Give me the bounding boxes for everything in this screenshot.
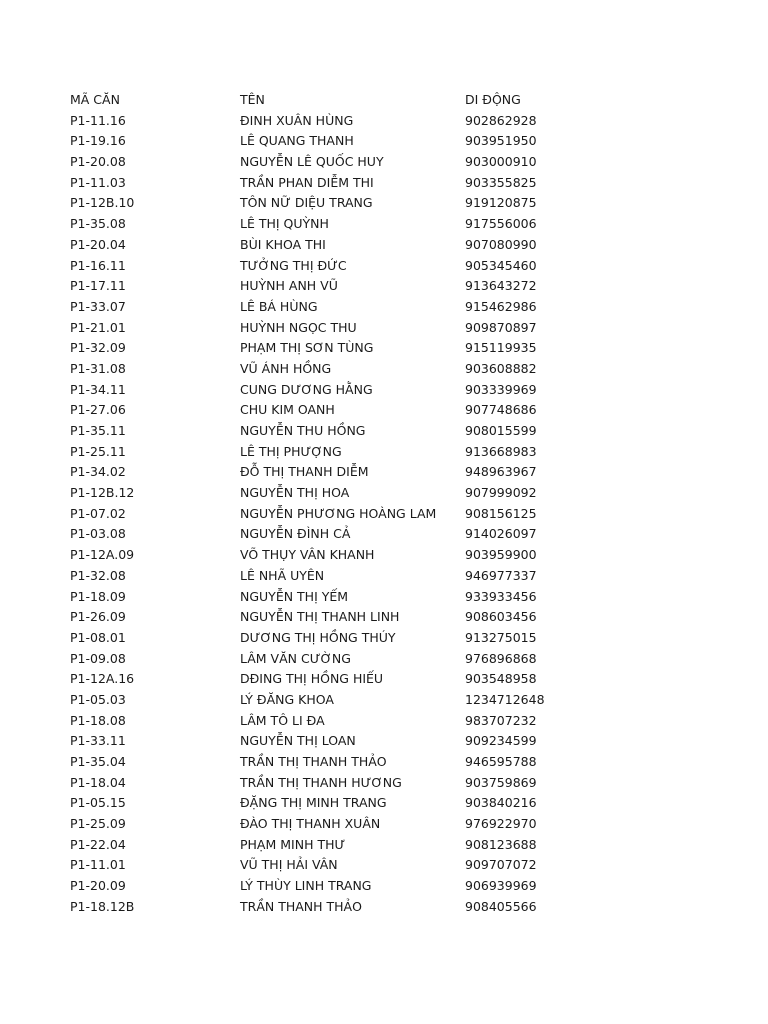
table-row <box>0 276 768 297</box>
cell-phone: 917556006 <box>465 216 537 232</box>
table-row <box>0 462 768 483</box>
cell-phone: 915462986 <box>465 298 537 314</box>
cell-phone: 903608882 <box>465 360 537 376</box>
cell-code: P1-25.09 <box>70 816 126 832</box>
table-row <box>0 152 768 173</box>
cell-name: NGUYỄN THỊ LOAN <box>240 733 356 749</box>
cell-code: P1-18.08 <box>70 712 126 728</box>
table-row <box>0 566 768 587</box>
cell-name: PHẠM MINH THƯ <box>240 836 346 852</box>
cell-code: P1-11.03 <box>70 174 126 190</box>
cell-phone: 915119935 <box>465 340 537 356</box>
cell-phone: 908405566 <box>465 898 537 914</box>
table-row <box>0 173 768 194</box>
cell-phone: 913643272 <box>465 278 537 294</box>
table-row <box>0 711 768 732</box>
table-row <box>0 380 768 401</box>
table-row <box>0 793 768 814</box>
cell-name: TRẦN THỊ THANH HƯƠNG <box>240 774 402 790</box>
cell-phone: 907080990 <box>465 236 537 252</box>
table-row <box>0 545 768 566</box>
cell-name: ĐẶNG THỊ MINH TRANG <box>240 795 387 811</box>
cell-code: P1-05.03 <box>70 691 126 707</box>
table-body <box>0 111 768 918</box>
cell-code: P1-20.08 <box>70 154 126 170</box>
cell-phone: 903000910 <box>465 154 537 170</box>
table-row <box>0 773 768 794</box>
cell-phone: 983707232 <box>465 712 537 728</box>
cell-phone: 903548958 <box>465 671 537 687</box>
cell-phone: 903355825 <box>465 174 537 190</box>
cell-name: NGUYỄN LÊ QUỐC HUY <box>240 154 384 170</box>
cell-phone: 907748686 <box>465 402 537 418</box>
cell-code: P1-21.01 <box>70 319 126 335</box>
cell-code: P1-34.02 <box>70 464 126 480</box>
table-row <box>0 338 768 359</box>
cell-name: ĐÀO THỊ THANH XUÂN <box>240 816 381 832</box>
table-row <box>0 607 768 628</box>
cell-code: P1-20.04 <box>70 236 126 252</box>
cell-name: NGUYỄN PHƯƠNG HOÀNG LAM <box>240 505 437 521</box>
table-row <box>0 752 768 773</box>
cell-name: NGUYỄN THU HỒNG <box>240 423 366 438</box>
cell-name: CUNG DƯƠNG HẰNG <box>240 381 373 397</box>
column-header-phone: DI ĐỘNG <box>465 92 521 107</box>
cell-phone: 1234712648 <box>465 691 545 707</box>
cell-name: TƯỞNG THỊ ĐỨC <box>240 257 347 273</box>
cell-name: LÊ THỊ QUỲNH <box>240 216 329 232</box>
cell-code: P1-35.04 <box>70 754 126 769</box>
cell-phone: 913668983 <box>465 443 537 459</box>
cell-phone: 908603456 <box>465 609 537 625</box>
cell-name: LÂM VĂN CƯỜNG <box>240 650 351 666</box>
cell-phone: 908015599 <box>465 423 537 438</box>
table-row <box>0 400 768 421</box>
table-row <box>0 111 768 132</box>
column-header-name: TÊN <box>240 92 265 107</box>
cell-code: P1-12A.16 <box>70 671 135 687</box>
table-row <box>0 731 768 752</box>
cell-code: P1-27.06 <box>70 402 126 418</box>
cell-name: HUỲNH NGỌC THU <box>240 319 357 335</box>
cell-phone: 907999092 <box>465 485 537 501</box>
table-row <box>0 649 768 670</box>
cell-code: P1-31.08 <box>70 360 126 376</box>
cell-code: P1-09.08 <box>70 650 126 666</box>
cell-name: DƯƠNG THỊ HỒNG THÚY <box>240 629 396 645</box>
cell-code: P1-20.09 <box>70 878 126 894</box>
cell-name: LÊ NHÃ UYÊN <box>240 567 325 583</box>
cell-phone: 903840216 <box>465 795 537 811</box>
cell-code: P1-22.04 <box>70 836 126 852</box>
table-row <box>0 855 768 876</box>
table-row <box>0 214 768 235</box>
cell-name: TRẦN THỊ THANH THẢO <box>240 754 387 769</box>
cell-name: BÙI KHOA THI <box>240 236 326 252</box>
cell-code: P1-33.11 <box>70 733 126 749</box>
cell-code: P1-17.11 <box>70 278 126 294</box>
cell-phone: 903959900 <box>465 547 537 563</box>
cell-phone: 909707072 <box>465 857 537 873</box>
table-row <box>0 690 768 711</box>
cell-code: P1-33.07 <box>70 298 126 314</box>
table-row <box>0 193 768 214</box>
table-row <box>0 835 768 856</box>
table-row <box>0 587 768 608</box>
cell-name: HUỲNH ANH VŨ <box>240 278 338 294</box>
cell-code: P1-25.11 <box>70 443 126 459</box>
cell-phone: 919120875 <box>465 195 537 211</box>
cell-phone: 946977337 <box>465 567 537 583</box>
table-row <box>0 256 768 277</box>
cell-phone: 948963967 <box>465 464 537 480</box>
cell-name: VÕ THỤY VÂN KHANH <box>240 547 375 563</box>
cell-phone: 905345460 <box>465 257 537 273</box>
cell-phone: 976896868 <box>465 650 537 666</box>
cell-code: P1-03.08 <box>70 526 126 542</box>
cell-code: P1-11.16 <box>70 112 126 128</box>
resident-table <box>0 90 768 918</box>
cell-name: LÝ ĐĂNG KHOA <box>240 691 334 707</box>
cell-name: PHẠM THỊ SƠN TÙNG <box>240 340 374 356</box>
cell-name: CHU KIM OANH <box>240 402 335 418</box>
table-row <box>0 359 768 380</box>
cell-code: P1-11.01 <box>70 857 126 873</box>
cell-phone: 914026097 <box>465 526 537 542</box>
cell-code: P1-12A.09 <box>70 547 135 563</box>
cell-phone: 908156125 <box>465 505 537 521</box>
cell-name: NGUYỄN THỊ THANH LINH <box>240 609 400 625</box>
cell-phone: 913275015 <box>465 629 537 645</box>
cell-phone: 909234599 <box>465 733 537 749</box>
cell-name: NGUYỄN ĐÌNH CẢ <box>240 526 351 542</box>
cell-code: P1-18.09 <box>70 588 126 604</box>
table-row <box>0 628 768 649</box>
table-row <box>0 483 768 504</box>
cell-phone: 908123688 <box>465 836 537 852</box>
table-row <box>0 814 768 835</box>
table-row <box>0 297 768 318</box>
cell-name: LÊ BÁ HÙNG <box>240 298 318 314</box>
cell-phone: 909870897 <box>465 319 537 335</box>
cell-code: P1-16.11 <box>70 257 126 273</box>
table-row <box>0 669 768 690</box>
cell-name: LÂM TÔ LI ĐA <box>240 712 325 728</box>
table-header-row <box>0 90 768 111</box>
cell-phone: 903951950 <box>465 133 537 149</box>
cell-code: P1-19.16 <box>70 133 126 149</box>
table-row <box>0 442 768 463</box>
table-row <box>0 504 768 525</box>
cell-name: NGUYỄN THỊ HOA <box>240 485 350 501</box>
table-row <box>0 897 768 918</box>
cell-name: LÝ THÙY LINH TRANG <box>240 878 372 894</box>
cell-code: P1-08.01 <box>70 629 126 645</box>
cell-code: P1-32.08 <box>70 567 126 583</box>
cell-phone: 976922970 <box>465 816 537 832</box>
table-row <box>0 318 768 339</box>
cell-code: P1-32.09 <box>70 340 126 356</box>
cell-name: TRẦN THANH THẢO <box>240 898 362 914</box>
cell-code: P1-35.08 <box>70 216 126 232</box>
cell-name: VŨ THỊ HẢI VÂN <box>240 857 338 873</box>
table-row <box>0 131 768 152</box>
table-row <box>0 421 768 442</box>
cell-name: NGUYỄN THỊ YẾM <box>240 588 349 604</box>
cell-code: P1-05.15 <box>70 795 126 811</box>
cell-name: DĐING THỊ HỒNG HIẾU <box>240 671 384 687</box>
cell-code: P1-34.11 <box>70 381 126 397</box>
table-row <box>0 235 768 256</box>
cell-phone: 946595788 <box>465 754 537 769</box>
table-row <box>0 524 768 545</box>
cell-phone: 933933456 <box>465 588 537 604</box>
cell-code: P1-18.04 <box>70 774 126 790</box>
cell-phone: 903339969 <box>465 381 537 397</box>
cell-phone: 903759869 <box>465 774 537 790</box>
cell-name: TRẦN PHAN DIỄM THI <box>240 174 374 190</box>
cell-name: VŨ ÁNH HỒNG <box>240 360 332 376</box>
cell-name: LÊ QUANG THANH <box>240 133 354 149</box>
cell-code: P1-18.12B <box>70 898 135 914</box>
cell-phone: 906939969 <box>465 878 537 894</box>
cell-name: ĐINH XUÂN HÙNG <box>240 112 354 128</box>
cell-code: P1-26.09 <box>70 609 126 625</box>
cell-code: P1-12B.12 <box>70 485 135 501</box>
cell-code: P1-07.02 <box>70 505 126 521</box>
cell-code: P1-12B.10 <box>70 195 135 211</box>
cell-name: LÊ THỊ PHƯỢNG <box>240 443 342 459</box>
cell-code: P1-35.11 <box>70 423 126 438</box>
cell-name: TÔN NỮ DIỆU TRANG <box>240 195 373 211</box>
cell-phone: 902862928 <box>465 112 537 128</box>
table-row <box>0 876 768 897</box>
cell-name: ĐỖ THỊ THANH DIỄM <box>240 464 369 480</box>
column-header-code: MÃ CĂN <box>70 92 120 107</box>
